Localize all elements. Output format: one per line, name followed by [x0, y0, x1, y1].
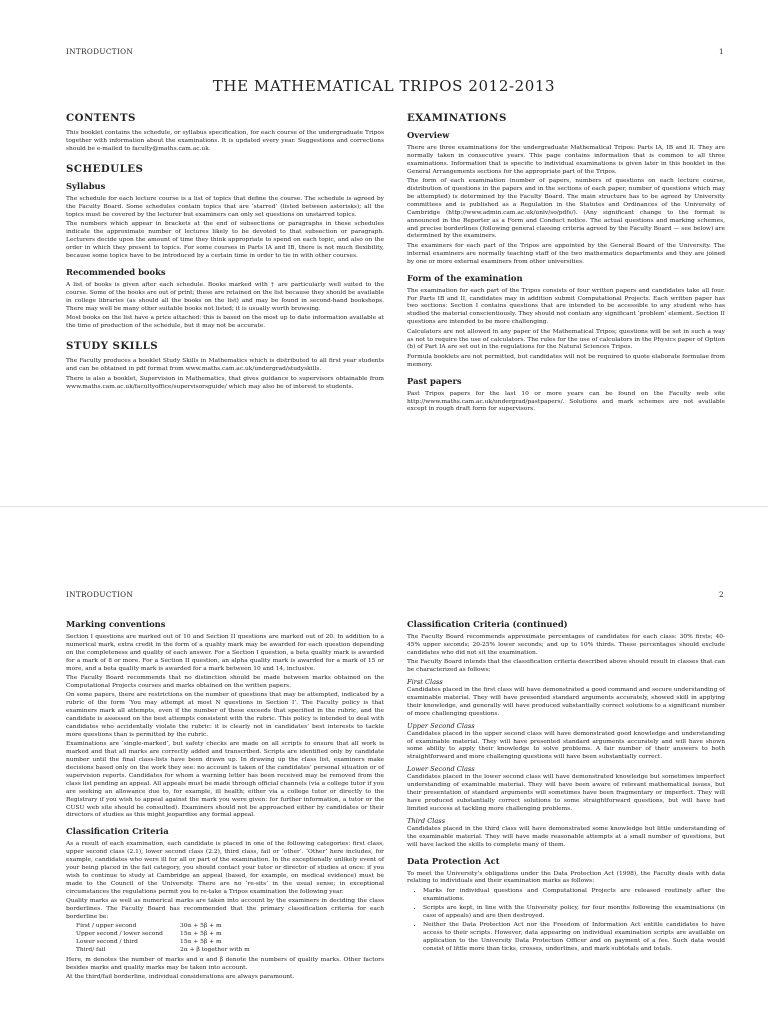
overview-paragraph: There are three examinations for the undergraduate Mathematical Tripos: Parts IA, IB and II. They are normally taken in consecutive years. This page contains information that is common to all three examinations. Information that is specific to individual examinations is given later in this booklet in the General Arrangements sections for the appropriate part of the Tripos.: [407, 145, 725, 175]
borderline-criteria-table: [76, 923, 384, 955]
upper-second-heading: Upper Second Class: [407, 721, 475, 730]
first-class-paragraph: Candidates placed in the first class will have demonstrated a good command and secure understanding of examinable material. They will have presented standard arguments accurately, showed skill in applying their knowledge, and generally will have produced substantially correct solutions to a significant number of more challenging questions.: [407, 687, 725, 717]
classification-paragraph: As a result of each examination, each candidate is placed in one of the following categories: first class, upper second class (2.1), lower second class (2.2), third class, fail or ‘other’. ‘Other’ here includes, for example, candidates who were ill for all or part of the examination. In the exceptionally unlikely event of your being placed in the fail category, you should contact your tutor or director of studies at once: if you wish to continue to study at Cambridge an appeal (based, for example, on medical evidence) must be made to the Council of the University. There are no ‘re-sits’ in the usual sense; in exceptional circumstances the regulations permit you to re-take a Tripos examination the following year.: [66, 841, 384, 895]
form-paragraph: Calculators are not allowed in any paper of the Mathematical Tripos; questions will be set in such a way as not to require the use of calculators. The rules for the use of calculators in the Physics paper of Option (b) of Part IA are set out in the regulations for the Natural Sciences Tripos.: [407, 328, 725, 351]
contents-heading: CONTENTS: [66, 112, 136, 124]
overview-paragraph: The examiners for each part of the Tripos are appointed by the General Board of the University. The internal examiners are normally teaching staff of the two mathematics departments and they are joined by one or more external examiners from other universities.: [407, 242, 725, 265]
list-item: • Marks for individual questions and Computational Projects are released routinely after the examinations.: [423, 888, 725, 904]
marking-paragraph: On some papers, there are restrictions on the number of questions that may be attempted, indicated by a rubric of the form ‘You may attempt at most N questions in Section I’. The Faculty policy is that examiners mark all attempts, even if the number of these exceeds that specified in the rubric, and the candidate is assessed on the best attempts consistent with the rubric. This policy is intended to deal with candidates who accidentally violate the rubric: it is clearly not in candidates’ best interests to tackle more questions than is permitted by the rubric.: [66, 692, 384, 738]
page-number: 1: [719, 47, 724, 56]
left-column: [66, 613, 384, 984]
criteria-formula: 15α + 5β + m: [180, 939, 222, 946]
classification-paragraph: Here, m denotes the number of marks and α and β denote the numbers of quality marks. Other factors besides marks and quality marks may be taken into account.: [66, 957, 384, 971]
criteria-formula: 30α + 5β + m: [180, 923, 222, 930]
marking-paragraph: Examinations are ‘single-marked’, but safety checks are made on all scripts to ensure that all work is marked and that all marks are correctly added and transcribed. Scripts are identified only by candidate number until the final class-lists have been drawn up. In drawing up the class list, examiners make decisions based only on the work they see: no account is taken of the candidates’ personal situation or of supervision reports. Candidates for whom a warning letter has been received may be removed from the class list pending an appeal. All appeals must be made through official channels (via a college tutor if you are seeking an allowance due to, for example, ill health; either via a college tutor or directly to the Registrary if you wish to appeal against the mark you were given: for further information, a tutor or the CUSU web site should be consulted). Examiners should not be approached either by candidates or their directors of studies as this might jeopardise any formal appeal.: [66, 741, 384, 819]
marking-paragraph: The Faculty Board recommends that no distinction should be made between marks obtained on the Computational Projects courses and marks obtained on the written papers.: [66, 675, 384, 689]
form-of-examination-heading: Form of the examination: [407, 272, 523, 283]
lower-second-paragraph: Candidates placed in the lower second class will have demonstrated knowledge but sometimes imperfect understanding of examinable material. They will have been aware of relevant mathematical issues, but their presentation of standard arguments will sometimes have been fragmentary or imperfect. They will have produced substantially correct solutions to some straightforward questions, but will have had limited success at tackling more challenging problems.: [407, 774, 725, 812]
past-papers-heading: Past papers: [407, 375, 462, 386]
data-protection-paragraph: To meet the University’s obligations under the Data Protection Act (1998), the Faculty deals with data relating to individuals and their examination marks as follows:: [407, 870, 725, 885]
data-protection-list: [407, 888, 725, 953]
past-papers-paragraph: Past Tripos papers for the last 10 or more years can be found on the Faculty web site http://www.maths.cam.ac.uk/undergrad/pastpapers/. Solutions and mark schemes are not available except in rough draft form for supervisors.: [407, 390, 725, 413]
page-1: [0, 0, 768, 500]
running-header: [66, 590, 724, 602]
third-class-paragraph: Candidates placed in the third class will have demonstrated some knowledge but little understanding of the examinable material. They will have made reasonable attempts at a small number of questions, but will have lacked the skills to complete many of them.: [407, 825, 725, 848]
document-title: THE MATHEMATICAL TRIPOS 2012-2013: [212, 77, 556, 95]
criteria-formula: 2α + β together with m: [180, 947, 250, 954]
overview-paragraph: The form of each examination (number of papers, numbers of questions on each lecture course, distribution of questions in the papers and in the sections of each paper, number of questions which may be attempted) is determined by the Faculty Board. The main structure has to be agreed by University committees and is published as a Regulation in the Statutes and Ordinances of the University of Cambridge (http://www.admin.cam.ac.uk/univ/so/pdfs/). (Any significant change to the format is announced in the Reporter as a Form and Conduct notice. The actual questions and marking schemes, and precise borderlines (following general classing criteria agreed by the Faculty Board — see below) are determined by the examiners.: [407, 178, 725, 240]
overview-heading: Overview: [407, 130, 450, 140]
recommended-books-heading: Recommended books: [66, 266, 166, 277]
classification-paragraph: At the third/fail borderline, individual considerations are always paramount.: [66, 974, 295, 981]
first-class-heading: First Class: [407, 678, 443, 687]
page-number: 2: [719, 590, 724, 599]
lower-second-heading: Lower Second Class: [407, 765, 475, 774]
classification-criteria-heading: Classification Criteria: [66, 826, 169, 837]
criteria-label: Lower second / third: [76, 939, 138, 946]
marking-conventions-heading: Marking conventions: [66, 619, 166, 629]
criteria-row: [76, 939, 384, 947]
classification-paragraph: The Faculty Board recommends approximate percentages of candidates for each class: 30% firsts; 40-45% upper seconds; 20-25% lower seconds; and up to 10% thirds. These percentages should exclude candidates who did not sit the examination.: [407, 634, 725, 656]
page-2: [0, 512, 768, 1024]
criteria-row: [76, 923, 384, 931]
list-item: • Neither the Data Protection Act nor the Freedom of Information Act entitle candidates to have access to their scripts. However, data appearing on individual examination scripts are available on application to the University Data Protection Officer and on payment of a fee. Such data would consist of little more than ticks, crosses, underlines, and mark subtotals and totals.: [423, 922, 725, 954]
schedules-heading: SCHEDULES: [66, 163, 144, 176]
left-column: [66, 110, 384, 393]
form-paragraph: The examination for each part of the Tripos consists of four written papers and candidates take all four. For Parts IB and II, candidates may in addition submit Computational Projects. Each written paper has two sections: Section I contains questions that are intended to be accessible to any student who has studied the material conscientiously. They should not contain any significant ‘problem’ element. Section II questions are intended to be more challenging.: [407, 287, 725, 326]
books-paragraph: A list of books is given after each schedule. Books marked with † are particularly well suited to the course. Some of the books are out of print; these are retained on the list because they should be available in college libraries (as should all the books on the list) and may be found in second-hand bookshops. There may well be many other suitable books not listed; it is usually worth browsing.: [66, 281, 384, 312]
data-protection-heading: Data Protection Act: [407, 855, 500, 866]
classification-paragraph: The Faculty Board intends that the classification criteria described above should result in classes that can be characterized as follows:: [407, 659, 725, 674]
classification-continued-heading: Classification Criteria (continued): [407, 619, 568, 629]
contents-paragraph: This booklet contains the schedule, or syllabus specification, for each course of the undergraduate Tripos together with information about the examinations. It is updated every year. Suggestions and corrections should be e-mailed to faculty@maths.cam.ac.uk.: [66, 130, 384, 152]
upper-second-paragraph: Candidates placed in the upper second class will have demonstrated good knowledge and understanding of examinable material. They will have presented standard arguments accurately and will have shown some ability to apply their knowledge to solve problems. A fair number of their answers to both straightforward and more challenging questions will have been substantially correct.: [407, 730, 725, 761]
criteria-row: [76, 931, 384, 939]
running-header-left: INTRODUCTION: [66, 590, 134, 599]
study-skills-heading: STUDY SKILLS: [66, 340, 159, 353]
syllabus-paragraph: The schedule for each lecture course is a list of topics that define the course. The schedule is agreed by the Faculty Board. Some schedules contain topics that are ‘starred’ (listed between asterisks); all the topics must be covered by the lecturer but examiners can only set questions on unstarred topics.: [66, 196, 384, 219]
criteria-label: First / upper second: [76, 923, 137, 930]
criteria-label: Upper second / lower second: [76, 931, 163, 938]
right-column: [407, 613, 725, 955]
third-class-heading: Third Class: [407, 816, 446, 825]
list-item: • Scripts are kept, in line with the University policy, for four months following the examinations (in case of appeals) and are then destroyed.: [423, 905, 725, 921]
page-separator: [0, 506, 768, 507]
syllabus-heading: Syllabus: [66, 181, 106, 192]
running-header: [66, 47, 724, 59]
examinations-heading: EXAMINATIONS: [407, 112, 507, 124]
right-column: [407, 110, 725, 416]
form-paragraph: Formula booklets are not permitted, but candidates will not be required to quote elaborate formulae from memory.: [407, 353, 725, 368]
books-paragraph: Most books on the list have a price attached: this is based on the most up to date information available at the time of production of the schedule, but it may not be accurate.: [66, 315, 384, 329]
study-skills-paragraph: There is also a booklet, Supervision in Mathematics, that gives guidance to supervisors obtainable from www.maths.cam.ac.uk/facultyoffice/supervisorsguide/ which may also be of interest to students.: [66, 375, 384, 390]
criteria-label: Third/ fail: [76, 947, 106, 954]
classification-paragraph: Quality marks as well as numerical marks are taken into account by the examiners in deciding the class borderlines. The Faculty Board has recommended that the primary classification criteria for each borderline be:: [66, 898, 384, 920]
criteria-row: [76, 947, 384, 955]
criteria-formula: 15α + 5β + m: [180, 931, 222, 938]
syllabus-paragraph: The numbers which appear in brackets at the end of subsections or paragraphs in these schedules indicate the approximate number of lectures likely to be devoted to that subsection or paragraph. Lecturers decide upon the amount of time they think appropriate to spend on each topic, and also on the order in which they present to topics. For some courses in Parts IA and IB, there is not much flexibility, because some topics have to be introduced by a certain time in order to tie in with other courses.: [66, 221, 384, 260]
study-skills-paragraph: The Faculty produces a booklet Study Skills in Mathematics which is distributed to all first year students and can be obtained in pdf format from www.maths.cam.ac.uk/undergrad/studyskills.: [66, 358, 384, 373]
marking-paragraph: Section I questions are marked out of 10 and Section II questions are marked out of 20. In addition to a numerical mark, extra credit in the form of a quality mark may be awarded for each question depending on the completeness and quality of each answer. For a Section I question, a beta quality mark is awarded for a mark of 8 or more. For a Section II question, an alpha quality mark is awarded for a mark of 15 or more, and a beta quality mark is awarded for a mark between 10 and 14, inclusive.: [66, 634, 384, 672]
running-header-left: INTRODUCTION: [66, 47, 134, 56]
